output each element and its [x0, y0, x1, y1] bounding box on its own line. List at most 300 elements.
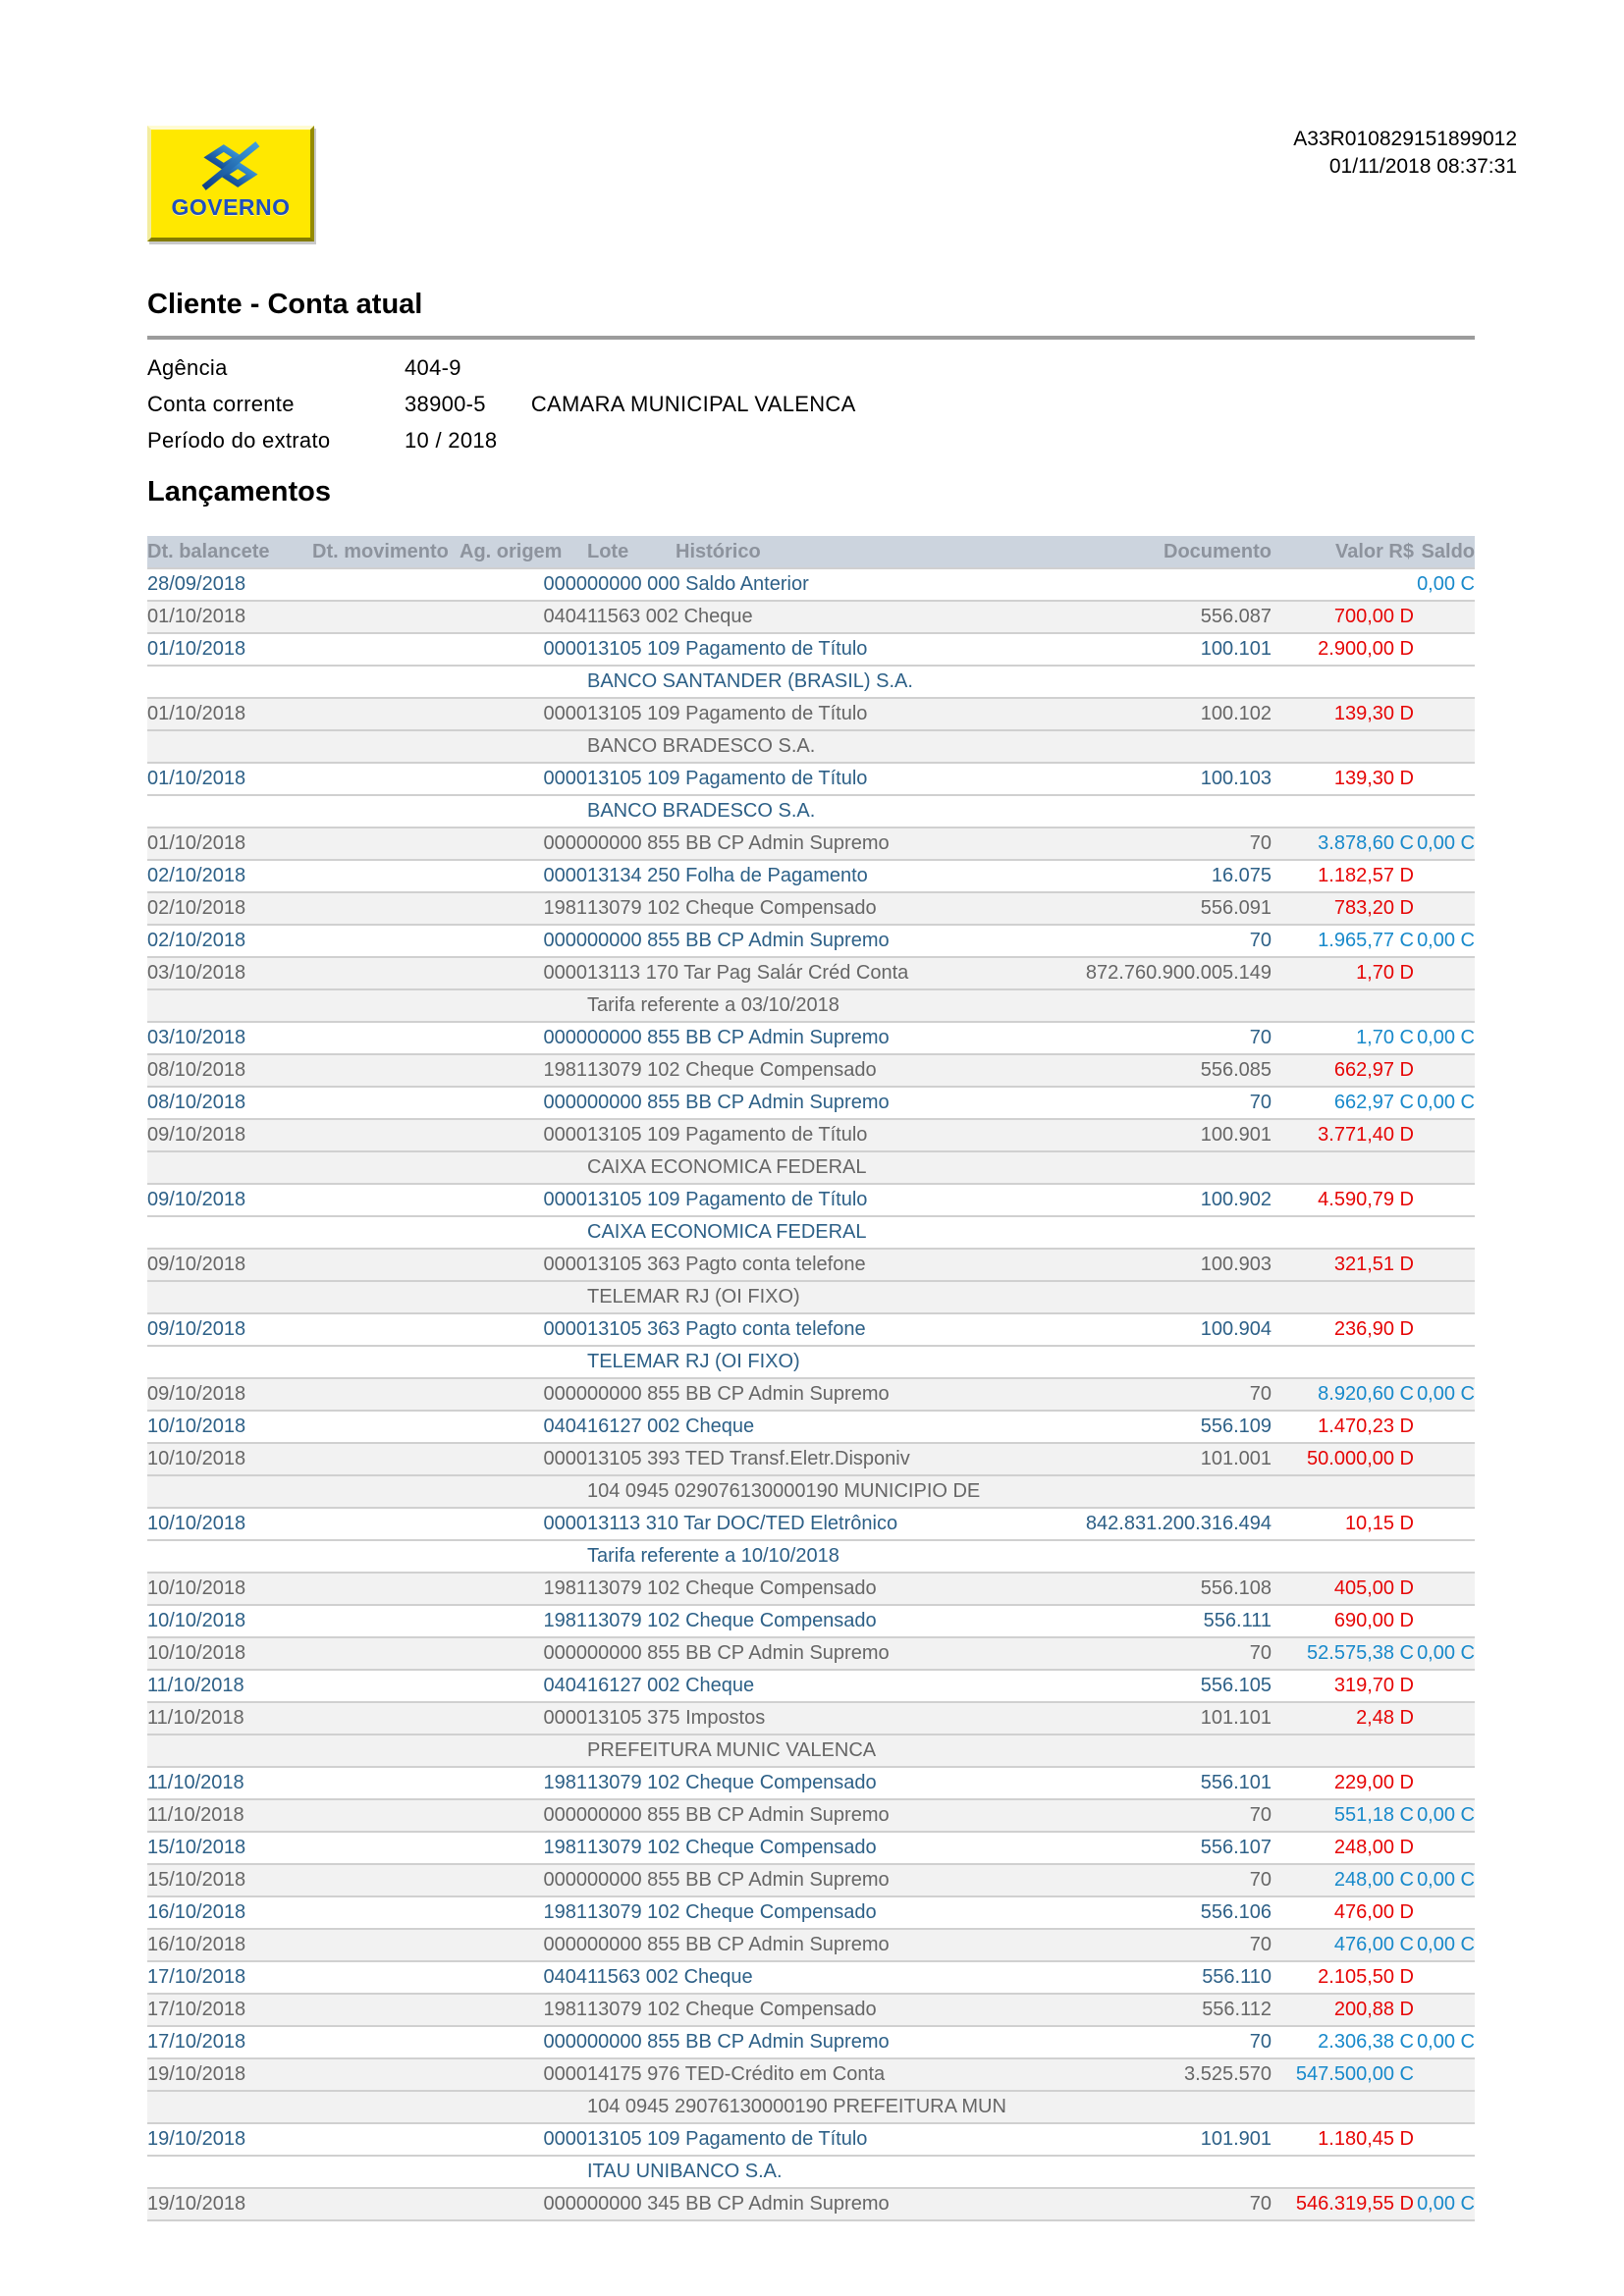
section-title-lancamentos: Lançamentos	[147, 476, 331, 507]
cell-saldo	[1414, 1605, 1475, 1637]
cell-valor: 50.000,00 D	[1272, 1443, 1414, 1475]
info-row-periodo	[147, 422, 1624, 458]
cell-ag-origem: 0000	[460, 2026, 587, 2058]
transaction-row	[147, 568, 1475, 601]
transaction-continuation-row	[147, 989, 1475, 1022]
cell-dt-movimento	[312, 1864, 460, 1896]
cell-valor: 783,20 D	[1272, 892, 1414, 925]
cell-valor	[1272, 1735, 1414, 1767]
transaction-row	[147, 601, 1475, 633]
cell-documento: 100.103	[994, 763, 1272, 795]
cell-documento: 872.760.900.005.149	[994, 957, 1272, 989]
cell-historico-detail: CAIXA ECONOMICA FEDERAL	[587, 1151, 1272, 1184]
cell-dt-movimento	[312, 730, 460, 763]
cell-dt-movimento	[312, 1896, 460, 1929]
transaction-row	[147, 2058, 1475, 2091]
transaction-row	[147, 1605, 1475, 1637]
cell-dt-movimento	[312, 1054, 460, 1087]
cell-dt-movimento	[312, 1573, 460, 1605]
transaction-row	[147, 1087, 1475, 1119]
cell-lote-historico: 13105 109 Pagamento de Título	[587, 1184, 994, 1216]
transaction-row	[147, 1313, 1475, 1346]
cell-lote-historico: 00000 855 BB CP Admin Supremo	[587, 1087, 994, 1119]
cell-ag-origem	[460, 1735, 587, 1767]
cell-dt-balancete: 10/10/2018	[147, 1508, 312, 1540]
cell-saldo: 0,00 C	[1414, 1799, 1475, 1832]
cell-lote-historico: 00000 855 BB CP Admin Supremo	[587, 1022, 994, 1054]
page-header	[0, 0, 1624, 241]
document-datetime: 01/11/2018 08:37:31	[1328, 155, 1517, 178]
cell-saldo: 0,00 C	[1414, 925, 1475, 957]
cell-valor	[1272, 2091, 1414, 2123]
cell-dt-balancete: 11/10/2018	[147, 1767, 312, 1799]
cell-dt-movimento	[312, 2091, 460, 2123]
cell-ag-origem: 1981	[460, 892, 587, 925]
cell-ag-origem: 0000	[460, 860, 587, 892]
transaction-row	[147, 1443, 1475, 1475]
cell-valor: 546.319,55 D	[1272, 2188, 1414, 2220]
cell-dt-balancete: 19/10/2018	[147, 2058, 312, 2091]
cell-dt-balancete: 01/10/2018	[147, 601, 312, 633]
column-header-lote: Lote	[587, 536, 676, 568]
cell-documento: 842.831.200.316.494	[994, 1508, 1272, 1540]
cell-lote-historico: 13079 102 Cheque Compensado	[587, 1994, 994, 2026]
cell-dt-balancete: 10/10/2018	[147, 1637, 312, 1670]
cell-documento: 556.107	[994, 1832, 1272, 1864]
cell-dt-movimento	[312, 1961, 460, 1994]
cell-dt-balancete	[147, 2091, 312, 2123]
cell-ag-origem: 0000	[460, 2123, 587, 2156]
cell-saldo	[1414, 892, 1475, 925]
cell-valor	[1272, 730, 1414, 763]
cell-dt-balancete: 03/10/2018	[147, 957, 312, 989]
transaction-row	[147, 1832, 1475, 1864]
cell-dt-movimento	[312, 828, 460, 860]
cell-dt-balancete: 28/09/2018	[147, 568, 312, 601]
transaction-continuation-row	[147, 1346, 1475, 1378]
cell-ag-origem: 1981	[460, 1573, 587, 1605]
cell-dt-balancete: 17/10/2018	[147, 1994, 312, 2026]
cell-saldo	[1414, 698, 1475, 730]
banco-do-brasil-governo-logo	[147, 126, 314, 241]
cell-saldo	[1414, 1540, 1475, 1573]
cell-ag-origem	[460, 795, 587, 828]
cell-valor: 476,00 C	[1272, 1929, 1414, 1961]
cell-valor	[1272, 666, 1414, 698]
cell-documento: 556.087	[994, 601, 1272, 633]
cell-dt-movimento	[312, 1832, 460, 1864]
cell-historico-detail: CAIXA ECONOMICA FEDERAL	[587, 1216, 1272, 1249]
cell-valor: 1,70 D	[1272, 957, 1414, 989]
cell-documento: 101.001	[994, 1443, 1272, 1475]
transaction-continuation-row	[147, 795, 1475, 828]
cell-saldo	[1414, 1346, 1475, 1378]
cell-lote-historico: 13105 109 Pagamento de Título	[587, 763, 994, 795]
cell-valor: 200,88 D	[1272, 1994, 1414, 2026]
transaction-row	[147, 892, 1475, 925]
cell-valor: 229,00 D	[1272, 1767, 1414, 1799]
cell-dt-movimento	[312, 2156, 460, 2188]
cell-ag-origem: 0000	[460, 1087, 587, 1119]
cell-documento: 556.106	[994, 1896, 1272, 1929]
transaction-row	[147, 763, 1475, 795]
cell-dt-balancete: 09/10/2018	[147, 1378, 312, 1411]
cell-valor: 2.306,38 C	[1272, 2026, 1414, 2058]
cell-valor: 236,90 D	[1272, 1313, 1414, 1346]
cell-saldo	[1414, 666, 1475, 698]
cell-saldo	[1414, 601, 1475, 633]
cell-dt-balancete: 19/10/2018	[147, 2123, 312, 2156]
cell-dt-movimento	[312, 2058, 460, 2091]
cell-lote-historico: 13113 310 Tar DOC/TED Eletrônico	[587, 1508, 994, 1540]
transaction-row	[147, 1249, 1475, 1281]
cell-saldo	[1414, 1249, 1475, 1281]
transaction-row	[147, 1896, 1475, 1929]
cell-historico-detail: 104 0945 29076130000190 PREFEITURA MUN	[587, 2091, 1272, 2123]
cell-documento: 556.110	[994, 1961, 1272, 1994]
cell-valor: 4.590,79 D	[1272, 1184, 1414, 1216]
cell-dt-balancete	[147, 666, 312, 698]
cell-lote-historico: 00000 000 Saldo Anterior	[587, 568, 994, 601]
cell-dt-balancete	[147, 1735, 312, 1767]
cell-valor: 248,00 C	[1272, 1864, 1414, 1896]
cell-historico-detail: PREFEITURA MUNIC VALENCA	[587, 1735, 1272, 1767]
cell-valor	[1272, 1216, 1414, 1249]
cell-ag-origem: 0000	[460, 2188, 587, 2220]
cell-saldo	[1414, 1216, 1475, 1249]
cell-valor	[1272, 1281, 1414, 1313]
cell-lote-historico: 00000 855 BB CP Admin Supremo	[587, 925, 994, 957]
cell-saldo	[1414, 795, 1475, 828]
cell-dt-movimento	[312, 1184, 460, 1216]
transaction-row	[147, 1378, 1475, 1411]
cell-dt-movimento	[312, 698, 460, 730]
cell-lote-historico: 13079 102 Cheque Compensado	[587, 1896, 994, 1929]
cell-dt-movimento	[312, 1994, 460, 2026]
cell-valor	[1272, 989, 1414, 1022]
cell-saldo	[1414, 763, 1475, 795]
cell-saldo: 0,00 C	[1414, 1087, 1475, 1119]
cell-historico-detail: BANCO BRADESCO S.A.	[587, 730, 1272, 763]
cell-saldo	[1414, 1994, 1475, 2026]
cell-documento: 556.101	[994, 1767, 1272, 1799]
cell-ag-origem: 0000	[460, 1864, 587, 1896]
cell-valor	[1272, 1346, 1414, 1378]
cell-ag-origem: 0000	[460, 1022, 587, 1054]
cell-lote-historico: 16127 002 Cheque	[587, 1411, 994, 1443]
cell-dt-balancete: 15/10/2018	[147, 1864, 312, 1896]
document-code: A33R010829151899012	[1293, 128, 1517, 150]
cell-valor: 139,30 D	[1272, 763, 1414, 795]
cell-dt-movimento	[312, 1799, 460, 1832]
cell-dt-balancete	[147, 989, 312, 1022]
horizontal-rule	[147, 336, 1475, 340]
cell-lote-historico: 13105 363 Pagto conta telefone	[587, 1313, 994, 1346]
cell-documento: 101.901	[994, 2123, 1272, 2156]
cell-saldo	[1414, 1896, 1475, 1929]
info-label: Agência	[147, 354, 228, 380]
cell-saldo	[1414, 1961, 1475, 1994]
cell-dt-balancete	[147, 1216, 312, 1249]
cell-dt-movimento	[312, 1313, 460, 1346]
cell-dt-balancete: 09/10/2018	[147, 1184, 312, 1216]
cell-ag-origem: 1981	[460, 1605, 587, 1637]
cell-valor	[1272, 1151, 1414, 1184]
cell-documento: 70	[994, 925, 1272, 957]
cell-ag-origem: 0000	[460, 1119, 587, 1151]
cell-dt-movimento	[312, 1735, 460, 1767]
cell-ag-origem: 0000	[460, 2058, 587, 2091]
cell-saldo: 0,00 C	[1414, 1378, 1475, 1411]
cell-documento: 70	[994, 1378, 1272, 1411]
transaction-continuation-row	[147, 730, 1475, 763]
cell-lote-historico: 00000 855 BB CP Admin Supremo	[587, 1637, 994, 1670]
transaction-row	[147, 2026, 1475, 2058]
cell-saldo	[1414, 1054, 1475, 1087]
cell-valor: 700,00 D	[1272, 601, 1414, 633]
page-title: Cliente - Conta atual	[147, 289, 423, 320]
cell-dt-balancete: 09/10/2018	[147, 1313, 312, 1346]
cell-valor: 3.771,40 D	[1272, 1119, 1414, 1151]
transaction-row	[147, 1767, 1475, 1799]
info-label: Período do extrato	[147, 427, 331, 453]
transaction-continuation-row	[147, 1735, 1475, 1767]
cell-ag-origem: 0404	[460, 1961, 587, 1994]
cell-valor: 662,97 C	[1272, 1087, 1414, 1119]
cell-documento: 70	[994, 1864, 1272, 1896]
transaction-continuation-row	[147, 1216, 1475, 1249]
cell-dt-movimento	[312, 2123, 460, 2156]
transaction-row	[147, 1184, 1475, 1216]
cell-valor: 547.500,00 C	[1272, 2058, 1414, 2091]
cell-documento: 70	[994, 2188, 1272, 2220]
cell-saldo: 0,00 C	[1414, 2026, 1475, 2058]
cell-documento	[994, 568, 1272, 601]
cell-ag-origem: 0000	[460, 1929, 587, 1961]
cell-saldo: 0,00 C	[1414, 568, 1475, 601]
cell-ag-origem: 0000	[460, 698, 587, 730]
cell-ag-origem: 0000	[460, 957, 587, 989]
cell-dt-balancete: 19/10/2018	[147, 2188, 312, 2220]
cell-dt-balancete: 09/10/2018	[147, 1119, 312, 1151]
cell-lote-historico: 13105 375 Impostos	[587, 1702, 994, 1735]
transaction-row	[147, 1573, 1475, 1605]
cell-ag-origem: 0000	[460, 828, 587, 860]
cell-valor	[1272, 1475, 1414, 1508]
cell-ag-origem	[460, 989, 587, 1022]
info-row-agencia	[147, 349, 1624, 386]
column-header-valor: Valor R$	[1272, 536, 1414, 568]
cell-ag-origem: 0000	[460, 568, 587, 601]
cell-dt-movimento	[312, 1443, 460, 1475]
cell-dt-movimento	[312, 1281, 460, 1313]
cell-dt-movimento	[312, 1022, 460, 1054]
cell-dt-balancete: 11/10/2018	[147, 1670, 312, 1702]
cell-dt-balancete: 11/10/2018	[147, 1702, 312, 1735]
transaction-row	[147, 2188, 1475, 2220]
cell-ag-origem	[460, 666, 587, 698]
cell-saldo	[1414, 1573, 1475, 1605]
cell-dt-balancete: 03/10/2018	[147, 1022, 312, 1054]
cell-dt-balancete: 02/10/2018	[147, 892, 312, 925]
cell-dt-movimento	[312, 860, 460, 892]
cell-ag-origem: 0000	[460, 1799, 587, 1832]
cell-dt-movimento	[312, 1411, 460, 1443]
cell-dt-balancete: 10/10/2018	[147, 1605, 312, 1637]
cell-valor: 3.878,60 C	[1272, 828, 1414, 860]
cell-ag-origem: 0404	[460, 1670, 587, 1702]
cell-lote-historico: 13105 363 Pagto conta telefone	[587, 1249, 994, 1281]
cell-saldo	[1414, 1281, 1475, 1313]
cell-documento: 556.112	[994, 1994, 1272, 2026]
cell-valor: 2.105,50 D	[1272, 1961, 1414, 1994]
cell-valor	[1272, 2156, 1414, 2188]
cell-ag-origem: 0000	[460, 1443, 587, 1475]
transaction-row	[147, 1022, 1475, 1054]
column-header-saldo: Saldo	[1414, 536, 1475, 568]
transaction-row	[147, 1637, 1475, 1670]
cell-historico-detail: TELEMAR RJ (OI FIXO)	[587, 1281, 1272, 1313]
cell-lote-historico: 13079 102 Cheque Compensado	[587, 1605, 994, 1637]
cell-dt-movimento	[312, 795, 460, 828]
cell-ag-origem	[460, 1151, 587, 1184]
column-header-dt-movimento: Dt. movimento	[312, 536, 460, 568]
cell-dt-balancete	[147, 730, 312, 763]
cell-ag-origem: 0000	[460, 1637, 587, 1670]
cell-historico-detail: Tarifa referente a 03/10/2018	[587, 989, 1272, 1022]
cell-valor: 2.900,00 D	[1272, 633, 1414, 666]
cell-dt-balancete: 09/10/2018	[147, 1249, 312, 1281]
cell-ag-origem	[460, 730, 587, 763]
cell-dt-movimento	[312, 1605, 460, 1637]
cell-ag-origem: 0404	[460, 1411, 587, 1443]
cell-dt-movimento	[312, 1508, 460, 1540]
cell-ag-origem: 0000	[460, 1184, 587, 1216]
cell-ag-origem	[460, 2091, 587, 2123]
cell-lote-historico: 00000 855 BB CP Admin Supremo	[587, 828, 994, 860]
cell-saldo	[1414, 2156, 1475, 2188]
cell-valor: 321,51 D	[1272, 1249, 1414, 1281]
cell-saldo	[1414, 1411, 1475, 1443]
cell-documento: 70	[994, 1929, 1272, 1961]
transaction-row	[147, 1799, 1475, 1832]
transaction-row	[147, 925, 1475, 957]
cell-dt-balancete: 16/10/2018	[147, 1929, 312, 1961]
column-header-dt-balancete: Dt. balancete	[147, 536, 312, 568]
cell-valor: 52.575,38 C	[1272, 1637, 1414, 1670]
cell-documento: 70	[994, 828, 1272, 860]
cell-saldo	[1414, 2123, 1475, 2156]
cell-documento: 556.091	[994, 892, 1272, 925]
cell-ag-origem	[460, 1281, 587, 1313]
cell-ag-origem: 0000	[460, 1378, 587, 1411]
transaction-row	[147, 698, 1475, 730]
cell-lote-historico: 13105 109 Pagamento de Título	[587, 2123, 994, 2156]
cell-ag-origem: 0000	[460, 1249, 587, 1281]
cell-saldo	[1414, 1151, 1475, 1184]
logo-governo-label: GOVERNO	[171, 194, 291, 220]
cell-dt-movimento	[312, 957, 460, 989]
column-header-historico: Histórico	[676, 536, 994, 568]
cell-documento: 70	[994, 1022, 1272, 1054]
cell-dt-movimento	[312, 1702, 460, 1735]
cell-valor: 1.180,45 D	[1272, 2123, 1414, 2156]
transaction-row	[147, 860, 1475, 892]
cell-documento: 100.101	[994, 633, 1272, 666]
cell-historico-detail: BANCO BRADESCO S.A.	[587, 795, 1272, 828]
cell-valor: 139,30 D	[1272, 698, 1414, 730]
cell-valor: 319,70 D	[1272, 1670, 1414, 1702]
cell-ag-origem	[460, 1216, 587, 1249]
transaction-continuation-row	[147, 1540, 1475, 1573]
cell-documento: 100.903	[994, 1249, 1272, 1281]
transaction-row	[147, 1054, 1475, 1087]
cell-saldo	[1414, 633, 1475, 666]
cell-valor	[1272, 795, 1414, 828]
cell-dt-balancete: 10/10/2018	[147, 1443, 312, 1475]
cell-ag-origem: 0000	[460, 1508, 587, 1540]
cell-saldo: 0,00 C	[1414, 1929, 1475, 1961]
cell-saldo: 0,00 C	[1414, 1864, 1475, 1896]
cell-historico-detail: Tarifa referente a 10/10/2018	[587, 1540, 1272, 1573]
cell-dt-balancete: 10/10/2018	[147, 1411, 312, 1443]
cell-lote-historico: 11563 002 Cheque	[587, 1961, 994, 1994]
transaction-row	[147, 2123, 1475, 2156]
cell-saldo	[1414, 1475, 1475, 1508]
cell-dt-balancete: 10/10/2018	[147, 1573, 312, 1605]
cell-lote-historico: 13079 102 Cheque Compensado	[587, 1054, 994, 1087]
cell-ag-origem: 1981	[460, 1054, 587, 1087]
cell-dt-movimento	[312, 1216, 460, 1249]
transaction-continuation-row	[147, 1475, 1475, 1508]
transaction-continuation-row	[147, 1151, 1475, 1184]
cell-dt-movimento	[312, 1929, 460, 1961]
cell-dt-balancete: 01/10/2018	[147, 828, 312, 860]
cell-dt-movimento	[312, 601, 460, 633]
cell-saldo	[1414, 1313, 1475, 1346]
transaction-row	[147, 957, 1475, 989]
cell-dt-balancete: 01/10/2018	[147, 633, 312, 666]
cell-dt-balancete: 08/10/2018	[147, 1087, 312, 1119]
cell-dt-movimento	[312, 1540, 460, 1573]
column-header-documento: Documento	[994, 536, 1272, 568]
cell-documento: 101.101	[994, 1702, 1272, 1735]
cell-documento: 70	[994, 1087, 1272, 1119]
cell-saldo	[1414, 730, 1475, 763]
cell-valor: 476,00 D	[1272, 1896, 1414, 1929]
cell-lote-historico: 00000 855 BB CP Admin Supremo	[587, 1929, 994, 1961]
cell-documento: 100.901	[994, 1119, 1272, 1151]
cell-documento: 100.902	[994, 1184, 1272, 1216]
cell-lote-historico: 14175 976 TED-Crédito em Conta	[587, 2058, 994, 2091]
transaction-continuation-row	[147, 2091, 1475, 2123]
cell-ag-origem: 0000	[460, 1313, 587, 1346]
cell-documento: 70	[994, 1637, 1272, 1670]
cell-ag-origem: 0404	[460, 601, 587, 633]
cell-lote-historico: 13079 102 Cheque Compensado	[587, 892, 994, 925]
cell-valor: 662,97 D	[1272, 1054, 1414, 1087]
cell-documento: 3.525.570	[994, 2058, 1272, 2091]
cell-saldo: 0,00 C	[1414, 1022, 1475, 1054]
transaction-row	[147, 1411, 1475, 1443]
cell-saldo	[1414, 1184, 1475, 1216]
transactions-table	[147, 536, 1475, 2221]
cell-dt-movimento	[312, 989, 460, 1022]
cell-ag-origem: 0000	[460, 1702, 587, 1735]
cell-dt-balancete: 01/10/2018	[147, 763, 312, 795]
cell-saldo	[1414, 2058, 1475, 2091]
cell-lote-historico: 13079 102 Cheque Compensado	[587, 1832, 994, 1864]
